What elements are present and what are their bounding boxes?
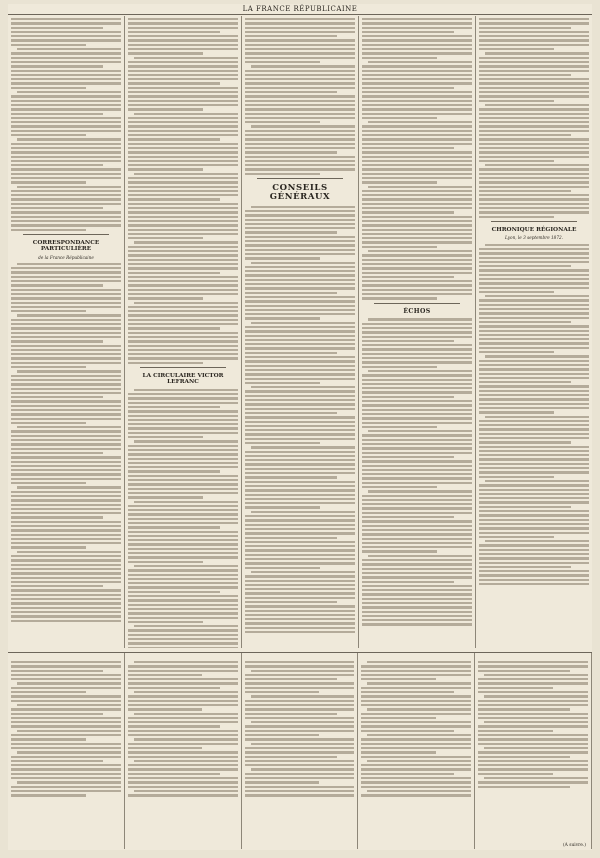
feuilleton-column-4: [358, 653, 475, 849]
article-text: [245, 16, 355, 648]
feuilleton-column-1: [8, 653, 125, 849]
column-2: [125, 16, 242, 648]
column-5: [476, 16, 592, 648]
feuilleton-text: [478, 653, 588, 849]
section-title: ÉCHOS: [403, 307, 431, 315]
feuilleton-text: [245, 653, 355, 849]
column-1: [8, 16, 125, 648]
article-text: [11, 16, 121, 648]
article-text: [479, 16, 589, 648]
article-text: [128, 16, 238, 648]
section-subtitle: de la France Républicaine: [38, 254, 94, 260]
upper-columns: [8, 16, 592, 648]
column-4: [359, 16, 476, 648]
section-title: CONSEILS GÉNÉRAUX: [269, 182, 331, 203]
masthead: [8, 4, 592, 15]
dateline: Lyon, le 3 septembre 1872.: [504, 235, 564, 241]
continuation-note: (A suivre.): [562, 843, 586, 848]
section-title: CHRONIQUE RÉGIONALE: [491, 226, 577, 233]
feuilleton-text: [11, 653, 121, 849]
newspaper-page: [8, 4, 592, 850]
section-title: LA CIRCULAIRE VICTOR LEFRANC: [142, 373, 224, 386]
feuilleton-text: [361, 653, 471, 849]
article-text: [362, 16, 472, 648]
feuilleton-column-3: [242, 653, 359, 849]
feuilleton-column-5: [475, 653, 592, 849]
feuilleton-text: [128, 653, 238, 849]
feuilleton-band: [8, 652, 592, 849]
masthead-title: LA FRANCE RÉPUBLICAINE: [242, 5, 358, 13]
section-title: CORRESPONDANCE PARTICULIÈRE: [32, 239, 100, 253]
column-3: [242, 16, 359, 648]
feuilleton-column-2: [125, 653, 242, 849]
